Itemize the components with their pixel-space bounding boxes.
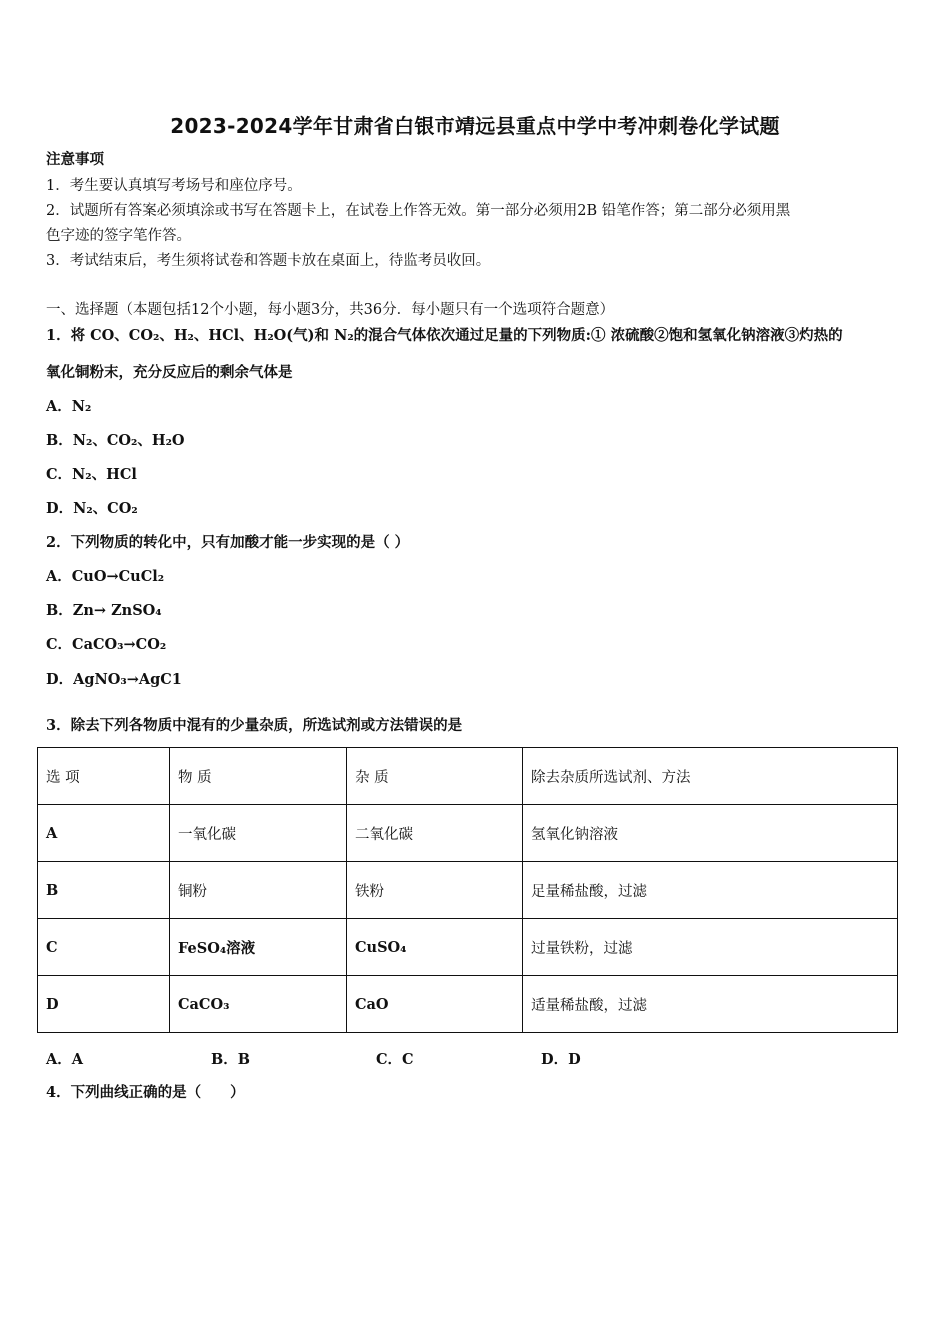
q2-stem: 2．下列物质的转化中，只有加酸才能一步实现的是（ ）	[46, 534, 410, 551]
table-header-cell: 选 项	[38, 748, 170, 805]
table-cell: 过量铁粉，过滤	[523, 919, 898, 976]
q4-stem: 4．下列曲线正确的是（ ）	[46, 1084, 245, 1101]
table-header-row	[38, 748, 898, 805]
table-row	[38, 862, 898, 919]
table-row	[38, 805, 898, 862]
exam-title: 2023-2024学年甘肃省白银市靖远县重点中学中考冲刺卷化学试题	[170, 114, 780, 138]
q2-option-d: D．AgNO₃→AgC1	[46, 671, 182, 688]
q1-option-b: B．N₂、CO₂、H₂O	[46, 432, 185, 449]
q1-option-d: D．N₂、CO₂	[46, 500, 138, 517]
notice-item: 1．考生要认真填写考场号和座位序号。	[46, 178, 302, 194]
q3-stem: 3．除去下列各物质中混有的少量杂质，所选试剂或方法错误的是	[46, 717, 463, 734]
notice-item: 3．考试结束后，考生须将试卷和答题卡放在桌面上，待监考员收回。	[46, 253, 491, 269]
q2-option-c: C．CaCO₃→CO₂	[46, 636, 167, 653]
table-row	[38, 919, 898, 976]
q3-option-c: C．C	[376, 1051, 414, 1068]
table-cell: CaCO₃	[170, 976, 347, 1033]
table-cell: FeSO₄溶液	[170, 919, 347, 976]
q1-stem-line2: 氧化铜粉末，充分反应后的剩余气体是	[46, 364, 293, 381]
table-cell: 适量稀盐酸，过滤	[523, 976, 898, 1033]
table-cell: 铁粉	[347, 862, 523, 919]
table-header-cell: 杂 质	[347, 748, 523, 805]
q2-option-a: A．CuO→CuCl₂	[46, 568, 165, 585]
notice-item: 2．试题所有答案必须填涂或书写在答题卡上，在试卷上作答无效。第一部分必须用2B 铅笔作答；第二部分必须用黑	[46, 203, 791, 219]
q2-option-b: B．Zn→ ZnSO₄	[46, 602, 162, 619]
q1-option-c: C．N₂、HCl	[46, 466, 137, 483]
table-cell: 足量稀盐酸，过滤	[523, 862, 898, 919]
table-cell: 二氧化碳	[347, 805, 523, 862]
table-header-cell: 除去杂质所选试剂、方法	[523, 748, 898, 805]
q3-option-a: A．A	[46, 1051, 84, 1068]
table-cell: CaO	[347, 976, 523, 1033]
table-cell: C	[38, 919, 170, 976]
q1-stem-line1: 1．将 CO、CO₂、H₂、HCl、H₂O(气)和 N₂的混合气体依次通过足量的下列物质:① 浓硫酸②饱和氢氧化钠溶液③灼热的	[46, 327, 843, 344]
q3-option-d: D．D	[541, 1051, 581, 1068]
table-cell: 铜粉	[170, 862, 347, 919]
q3-option-b: B．B	[211, 1051, 251, 1068]
table-row	[38, 976, 898, 1033]
table-cell: B	[38, 862, 170, 919]
table-cell: CuSO₄	[347, 919, 523, 976]
table-cell: A	[38, 805, 170, 862]
section-heading: 一、选择题（本题包括12个小题，每小题3分，共36分．每小题只有一个选项符合题意）	[46, 302, 615, 318]
q1-option-a: A．N₂	[46, 398, 92, 415]
notice-item: 色字迹的签字笔作答。	[46, 228, 191, 244]
table-cell: D	[38, 976, 170, 1033]
notice-heading: 注意事项	[46, 151, 104, 168]
table-header-cell: 物 质	[170, 748, 347, 805]
table-cell: 一氧化碳	[170, 805, 347, 862]
table-cell: 氢氧化钠溶液	[523, 805, 898, 862]
q3-table	[37, 747, 898, 1033]
